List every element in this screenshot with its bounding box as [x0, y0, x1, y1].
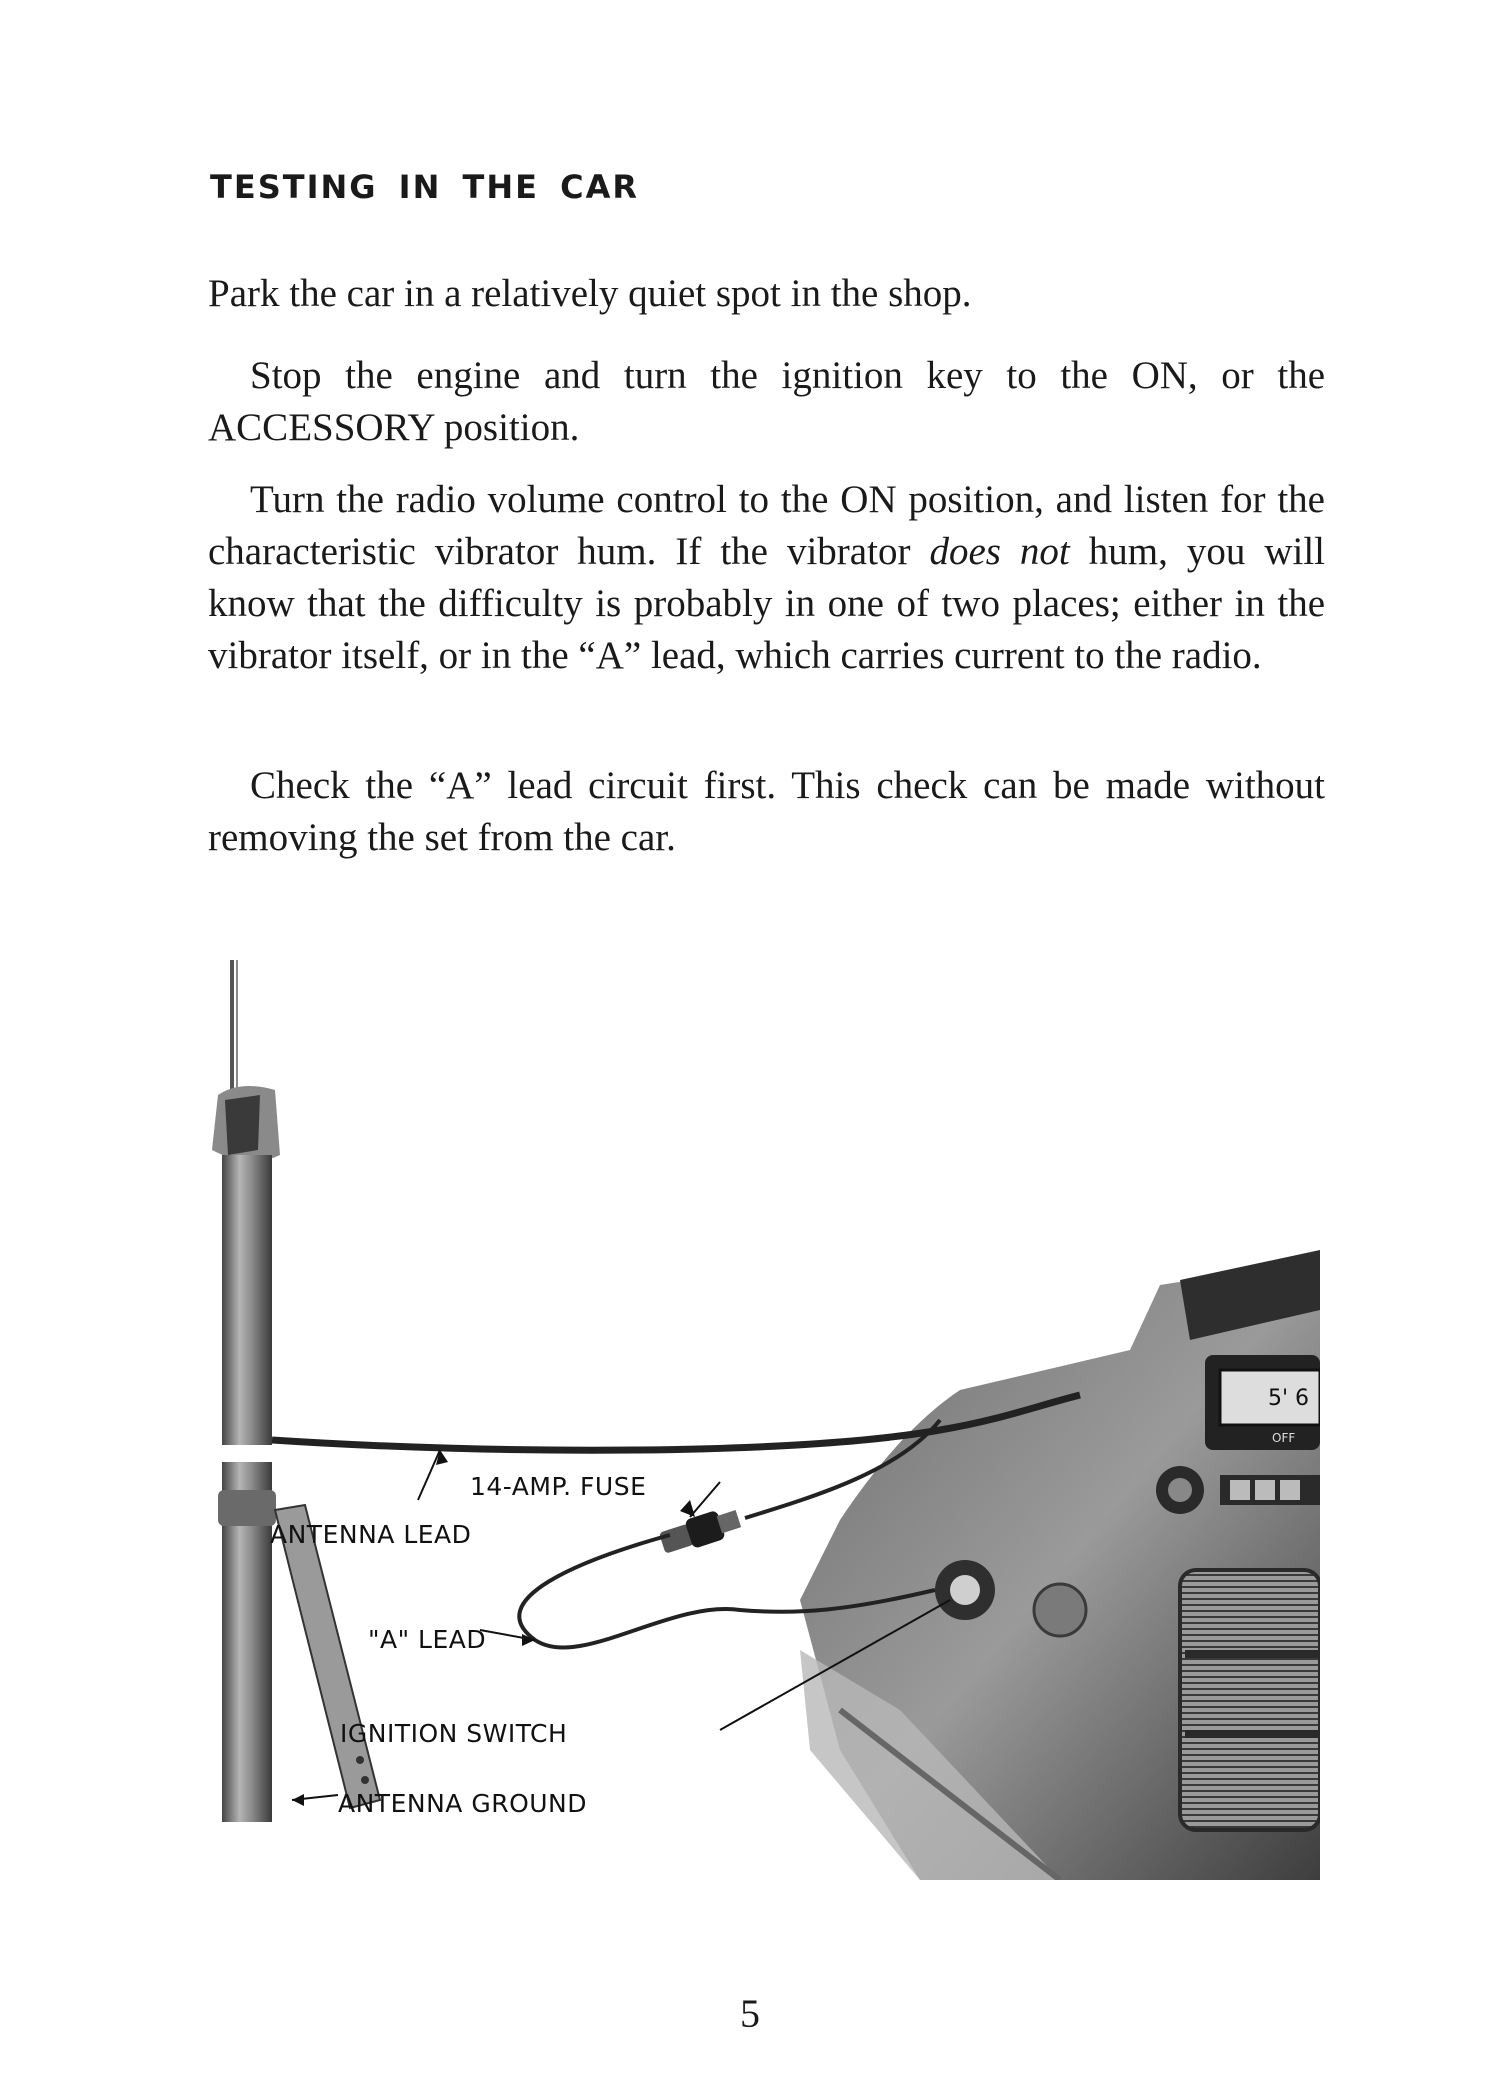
paragraph-park: Park the car in a relatively quiet spot in the shop.: [208, 272, 972, 315]
label-ignition-switch: IGNITION SWITCH: [340, 1719, 568, 1748]
paragraph-vibrator-text-2: hum, you will know that the difficulty is probably in one of two places; either in the vibrator itself, or in the “A” lead, which carries current to the radio.: [208, 530, 1325, 677]
dashboard: [800, 1250, 1320, 1880]
page-number: 5: [740, 1991, 760, 2036]
label-antenna-lead: ANTENNA LEAD: [270, 1520, 472, 1549]
paragraph-vibrator-emphasis: does not: [929, 530, 1070, 573]
radio-dial-readout: 5' 6: [1268, 1386, 1310, 1411]
radio-dial-off-mark: OFF: [1272, 1431, 1296, 1445]
radio-wiring-illustration: [200, 950, 1320, 1880]
antenna-ground-strap: [275, 1505, 380, 1808]
paragraph-vibrator-text-1: Turn the radio volume control to the ON position, and listen for the characteristic vibrator hum. If the vibrator: [208, 478, 1325, 573]
label-14-amp-fuse: 14-AMP. FUSE: [470, 1472, 647, 1501]
antenna-mast: [212, 960, 280, 1822]
fuse-holder: [658, 1504, 743, 1557]
label-antenna-ground: ANTENNA GROUND: [338, 1789, 587, 1818]
paragraph-vibrator: [208, 474, 1325, 682]
paragraph-ignition: Stop the engine and turn the ignition key to the ON, or the ACCESSORY position.: [208, 354, 1325, 449]
label-a-lead: "A" LEAD: [368, 1625, 487, 1654]
section-heading: TESTING IN THE CAR: [210, 168, 639, 206]
paragraph-check-a-lead: Check the “A” lead circuit first. This check can be made without removing the set from the car.: [208, 764, 1325, 859]
